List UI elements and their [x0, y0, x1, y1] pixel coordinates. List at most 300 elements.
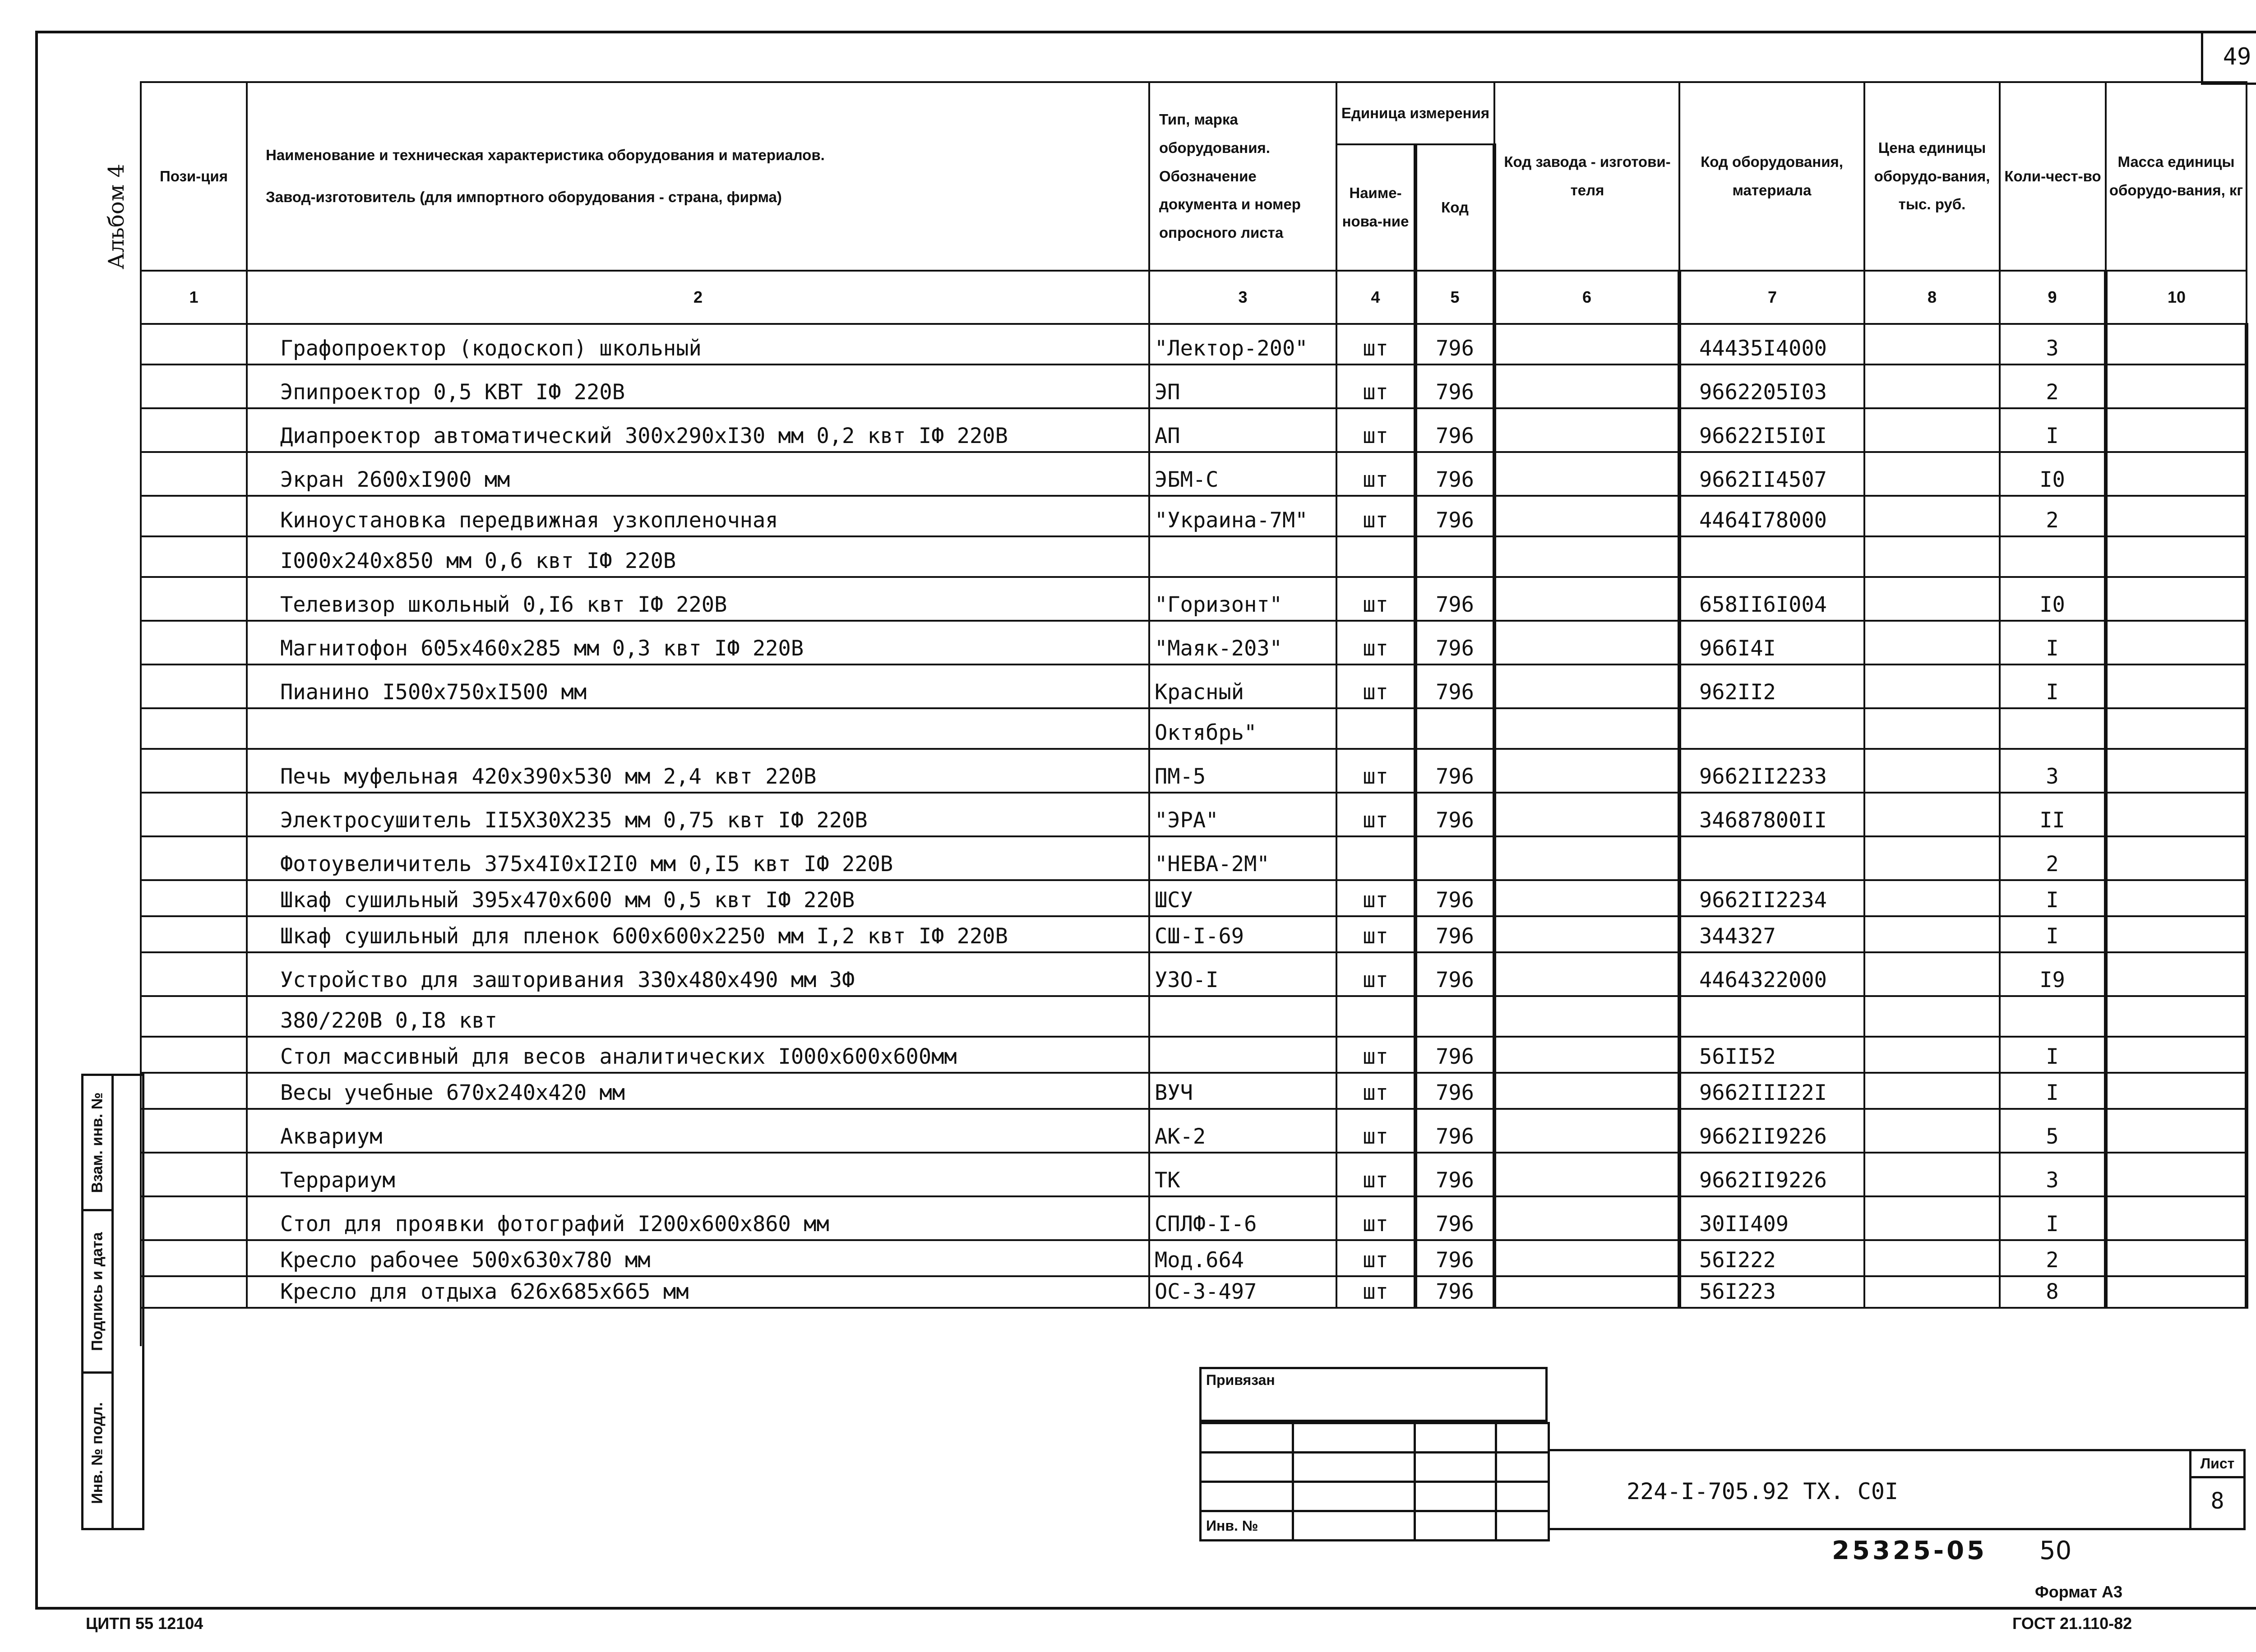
table-row	[141, 952, 2247, 996]
cell-price	[1864, 664, 2000, 708]
table-row	[141, 836, 2247, 880]
cell-quantity	[2000, 996, 2106, 1037]
cell-quantity	[2000, 536, 2106, 577]
cell-position	[141, 577, 247, 621]
cell-type: АП	[1149, 408, 1336, 452]
cell-equipment-code: 56I223	[1679, 1276, 1864, 1308]
cell-quantity	[2000, 708, 2106, 749]
cell-type: "НЕВА-2М"	[1149, 836, 1336, 880]
cell-quantity: 3	[2000, 1153, 2106, 1196]
cell-price	[1864, 708, 2000, 749]
cell-unit-code: 796	[1415, 880, 1494, 916]
cell-position	[141, 1153, 247, 1196]
cell-name: Пианино I500х750хI500 мм	[247, 664, 1149, 708]
cell-name: Телевизор школьный 0,I6 квт IФ 220В	[247, 577, 1149, 621]
album-label	[103, 135, 130, 298]
cell-factory-code	[1494, 708, 1679, 749]
cell-equipment-code: 96622I5I0I	[1679, 408, 1864, 452]
cell-unit-code: 796	[1415, 1073, 1494, 1109]
cell-unit-code: 796	[1415, 1240, 1494, 1276]
cell-unit: шт	[1336, 408, 1415, 452]
binding-podpis-data	[83, 1211, 111, 1374]
cell-position	[141, 1276, 247, 1308]
cell-equipment-code: 966I4I	[1679, 621, 1864, 664]
cell-unit: шт	[1336, 1153, 1415, 1196]
cell-quantity: I	[2000, 664, 2106, 708]
inv-label: Инв. №	[1201, 1511, 1293, 1541]
cell-factory-code	[1494, 1276, 1679, 1308]
cell-price	[1864, 1240, 2000, 1276]
cell-position	[141, 452, 247, 496]
cell-equipment-code	[1679, 536, 1864, 577]
cell-name: Стол массивный для весов аналитических I000х600х600мм	[247, 1037, 1149, 1073]
binding-strip	[81, 1074, 144, 1530]
cell-price	[1864, 577, 2000, 621]
cell-type: ПМ-5	[1149, 749, 1336, 793]
cell-mass	[2106, 1073, 2247, 1109]
cell-name: Устройство для зашторивания 330х480х490 мм 3Ф	[247, 952, 1149, 996]
cell-factory-code	[1494, 880, 1679, 916]
cell-equipment-code: 9662II2234	[1679, 880, 1864, 916]
cell-unit: шт	[1336, 793, 1415, 836]
cell-type: "Лектор-200"	[1149, 324, 1336, 365]
binding-inv-podl-label: Инв. № подл.	[88, 1402, 106, 1504]
cell-unit: шт	[1336, 577, 1415, 621]
cell-factory-code	[1494, 836, 1679, 880]
cell-type: ЭБМ-С	[1149, 452, 1336, 496]
cell-quantity: 3	[2000, 749, 2106, 793]
cell-mass	[2106, 664, 2247, 708]
cell-type: СПЛФ-I-6	[1149, 1196, 1336, 1240]
cell-unit: шт	[1336, 1240, 1415, 1276]
cell-name: Террариум	[247, 1153, 1149, 1196]
cell-unit-code: 796	[1415, 365, 1494, 408]
cell-type	[1149, 1037, 1336, 1073]
table-row	[141, 749, 2247, 793]
header-factory-code: Код завода - изготови-теля	[1494, 82, 1679, 271]
cell-unit	[1336, 708, 1415, 749]
cell-price	[1864, 836, 2000, 880]
cell-quantity: I0	[2000, 452, 2106, 496]
cell-equipment-code: 9662II9226	[1679, 1153, 1864, 1196]
table-row	[141, 880, 2247, 916]
cell-type: Октябрь"	[1149, 708, 1336, 749]
cell-unit-code: 796	[1415, 1109, 1494, 1153]
cell-unit-code	[1415, 996, 1494, 1037]
cell-name: Графопроектор (кодоскоп) школьный	[247, 324, 1149, 365]
cell-unit: шт	[1336, 452, 1415, 496]
table-row	[141, 708, 2247, 749]
header-price: Цена единицы оборудо-вания, тыс. руб.	[1864, 82, 2000, 271]
cell-quantity: 2	[2000, 496, 2106, 536]
cell-mass	[2106, 952, 2247, 996]
cell-equipment-code	[1679, 996, 1864, 1037]
cell-type: "Маяк-203"	[1149, 621, 1336, 664]
cell-type: СШ-I-69	[1149, 916, 1336, 952]
cell-position	[141, 1196, 247, 1240]
cell-factory-code	[1494, 1196, 1679, 1240]
header-name	[247, 82, 1149, 271]
header-unit-name: Наиме-нова-ние	[1336, 144, 1415, 271]
cell-name	[247, 708, 1149, 749]
colnum: 1	[141, 271, 247, 324]
binding-vzam-inv-label: Взам. инв. №	[88, 1092, 106, 1193]
cell-unit-code: 796	[1415, 1276, 1494, 1308]
cell-price	[1864, 1037, 2000, 1073]
cell-factory-code	[1494, 996, 1679, 1037]
colnum: 8	[1864, 271, 2000, 324]
cell-position	[141, 365, 247, 408]
table-row	[141, 793, 2247, 836]
header-type: Тип, марка оборудования. Обозначение документа и номер опросного листа	[1149, 82, 1336, 271]
cell-equipment-code: 962II2	[1679, 664, 1864, 708]
cell-name: Эпипроектор 0,5 КВТ IФ 220В	[247, 365, 1149, 408]
cell-price	[1864, 1153, 2000, 1196]
binding-podpis-data-label: Подпись и дата	[88, 1232, 106, 1351]
header-name-line2: Завод-изготовитель (для импортного оборудования - страна, фирма)	[266, 189, 782, 205]
cell-name: Экран 2600хI900 мм	[247, 452, 1149, 496]
cell-price	[1864, 1276, 2000, 1308]
cell-equipment-code: 4464I78000	[1679, 496, 1864, 536]
cell-quantity: I	[2000, 916, 2106, 952]
table-row	[141, 365, 2247, 408]
cell-unit: шт	[1336, 496, 1415, 536]
cell-price	[1864, 996, 2000, 1037]
cell-unit: шт	[1336, 324, 1415, 365]
cell-equipment-code: 9662II2233	[1679, 749, 1864, 793]
cell-unit-code: 796	[1415, 952, 1494, 996]
cell-mass	[2106, 496, 2247, 536]
cell-quantity: I	[2000, 880, 2106, 916]
cell-unit: шт	[1336, 1037, 1415, 1073]
doc-code: 224-I-705.92 ТХ. С0I	[1627, 1478, 1899, 1504]
cell-position	[141, 621, 247, 664]
cell-quantity: 2	[2000, 365, 2106, 408]
cell-equipment-code: 9662II4507	[1679, 452, 1864, 496]
cell-price	[1864, 496, 2000, 536]
cell-price	[1864, 952, 2000, 996]
column-number-row	[141, 271, 2247, 324]
cell-quantity: 8	[2000, 1276, 2106, 1308]
privyazan-box	[1199, 1367, 1548, 1422]
cell-unit-code: 796	[1415, 324, 1494, 365]
cell-unit: шт	[1336, 1196, 1415, 1240]
album-label-text: Альбом 4	[104, 164, 129, 269]
cell-type: Мод.664	[1149, 1240, 1336, 1276]
cell-mass	[2106, 749, 2247, 793]
cell-quantity: I9	[2000, 952, 2106, 996]
table-row	[141, 1240, 2247, 1276]
cell-unit	[1336, 996, 1415, 1037]
cell-unit: шт	[1336, 749, 1415, 793]
cell-factory-code	[1494, 1037, 1679, 1073]
header-unit-code: Код	[1415, 144, 1494, 271]
cell-equipment-code: 30II409	[1679, 1196, 1864, 1240]
cell-factory-code	[1494, 496, 1679, 536]
cell-equipment-code: 56II52	[1679, 1037, 1864, 1073]
cell-unit-code: 796	[1415, 408, 1494, 452]
cell-position	[141, 1240, 247, 1276]
cell-quantity: 2	[2000, 1240, 2106, 1276]
cell-price	[1864, 916, 2000, 952]
header-mass: Масса единицы оборудо-вания, кг	[2106, 82, 2247, 271]
cell-mass	[2106, 793, 2247, 836]
cell-mass	[2106, 408, 2247, 452]
cell-price	[1864, 536, 2000, 577]
cell-unit	[1336, 836, 1415, 880]
cell-factory-code	[1494, 536, 1679, 577]
table-row	[141, 1276, 2247, 1308]
cell-equipment-code: 34687800II	[1679, 793, 1864, 836]
cell-unit: шт	[1336, 365, 1415, 408]
table-row	[141, 1073, 2247, 1109]
cell-name: Шкаф сушильный для пленок 600х600х2250 мм I,2 квт IФ 220В	[247, 916, 1149, 952]
cell-mass	[2106, 365, 2247, 408]
table-row	[141, 1109, 2247, 1153]
cell-mass	[2106, 1276, 2247, 1308]
cell-type: ОС-3-497	[1149, 1276, 1336, 1308]
cell-equipment-code: 9662II9226	[1679, 1109, 1864, 1153]
table-row	[141, 1153, 2247, 1196]
cell-name: Весы учебные 670х240х420 мм	[247, 1073, 1149, 1109]
binding-divider	[111, 1076, 114, 1528]
table-row	[141, 536, 2247, 577]
cell-price	[1864, 365, 2000, 408]
cell-factory-code	[1494, 408, 1679, 452]
cell-unit: шт	[1336, 664, 1415, 708]
cell-name: Аквариум	[247, 1109, 1149, 1153]
cell-name: 380/220В 0,I8 квт	[247, 996, 1149, 1037]
cell-name: Шкаф сушильный 395х470х600 мм 0,5 квт IФ 220В	[247, 880, 1149, 916]
cell-factory-code	[1494, 1109, 1679, 1153]
cell-position	[141, 952, 247, 996]
cell-quantity: II	[2000, 793, 2106, 836]
cell-mass	[2106, 536, 2247, 577]
cell-mass	[2106, 880, 2247, 916]
cell-price	[1864, 408, 2000, 452]
cell-name: Печь муфельная 420х390х530 мм 2,4 квт 220В	[247, 749, 1149, 793]
cell-unit-code: 796	[1415, 749, 1494, 793]
cell-type: "Горизонт"	[1149, 577, 1336, 621]
table-row	[141, 496, 2247, 536]
cell-quantity: I0	[2000, 577, 2106, 621]
table-row	[141, 1037, 2247, 1073]
cell-name: Магнитофон 605х460х285 мм 0,3 квт IФ 220В	[247, 621, 1149, 664]
cell-factory-code	[1494, 749, 1679, 793]
cell-factory-code	[1494, 452, 1679, 496]
cipt-label: ЦИТП 55 12104	[86, 1614, 203, 1633]
table-row	[141, 916, 2247, 952]
cell-factory-code	[1494, 577, 1679, 621]
header-position: Пози-ция	[141, 82, 247, 271]
cell-type: АК-2	[1149, 1109, 1336, 1153]
colnum: 5	[1415, 271, 1494, 324]
cell-price	[1864, 621, 2000, 664]
cell-unit-code	[1415, 708, 1494, 749]
cell-quantity: I	[2000, 1196, 2106, 1240]
cell-price	[1864, 1109, 2000, 1153]
sheet-number: 8	[2210, 1488, 2224, 1514]
cell-factory-code	[1494, 324, 1679, 365]
colnum: 10	[2106, 271, 2247, 324]
cell-price	[1864, 324, 2000, 365]
table-row	[141, 1196, 2247, 1240]
cell-type	[1149, 996, 1336, 1037]
cell-unit-code: 796	[1415, 452, 1494, 496]
cell-name: Диапроектор автоматический 300х290хI30 мм 0,2 квт IФ 220В	[247, 408, 1149, 452]
binding-vzam-inv	[83, 1076, 111, 1211]
cell-unit-code: 796	[1415, 793, 1494, 836]
table-row	[141, 324, 2247, 365]
colnum: 4	[1336, 271, 1415, 324]
cell-quantity: 3	[2000, 324, 2106, 365]
cell-equipment-code: 9662205I03	[1679, 365, 1864, 408]
privyazan-label: Привязан	[1206, 1372, 1275, 1388]
colnum: 9	[2000, 271, 2106, 324]
cell-position	[141, 836, 247, 880]
cell-factory-code	[1494, 1073, 1679, 1109]
cell-unit: шт	[1336, 880, 1415, 916]
colnum: 6	[1494, 271, 1679, 324]
cell-position	[141, 749, 247, 793]
cell-unit-code: 796	[1415, 1196, 1494, 1240]
cell-type: "Украина-7М"	[1149, 496, 1336, 536]
cell-equipment-code: 658II6I004	[1679, 577, 1864, 621]
cell-equipment-code: 9662III22I	[1679, 1073, 1864, 1109]
cell-unit-code: 796	[1415, 916, 1494, 952]
cell-unit: шт	[1336, 916, 1415, 952]
handwritten-50: 50	[2039, 1536, 2072, 1565]
table-row	[141, 621, 2247, 664]
cell-mass	[2106, 916, 2247, 952]
colnum: 2	[247, 271, 1149, 324]
cell-position	[141, 916, 247, 952]
cell-quantity: 2	[2000, 836, 2106, 880]
cell-factory-code	[1494, 793, 1679, 836]
header-row	[141, 82, 2247, 144]
cell-equipment-code: 344327	[1679, 916, 1864, 952]
cell-mass	[2106, 1240, 2247, 1276]
page-number: 49	[2201, 31, 2256, 85]
cell-name: Стол для проявки фотографий I200х600х860 мм	[247, 1196, 1149, 1240]
binding-inv-podl	[83, 1374, 111, 1532]
cell-equipment-code: 4464322000	[1679, 952, 1864, 996]
cell-unit-code: 796	[1415, 621, 1494, 664]
cell-unit: шт	[1336, 952, 1415, 996]
cell-name: Фотоувеличитель 375х4I0хI2I0 мм 0,I5 квт IФ 220В	[247, 836, 1149, 880]
cell-equipment-code: 44435I4000	[1679, 324, 1864, 365]
cell-position	[141, 1037, 247, 1073]
cell-position	[141, 708, 247, 749]
cell-position	[141, 880, 247, 916]
cell-mass	[2106, 577, 2247, 621]
cell-factory-code	[1494, 365, 1679, 408]
cell-unit: шт	[1336, 1073, 1415, 1109]
cell-unit-code: 796	[1415, 577, 1494, 621]
cell-type: Красный	[1149, 664, 1336, 708]
cell-position	[141, 324, 247, 365]
cell-unit: шт	[1336, 1109, 1415, 1153]
title-block	[1199, 1367, 2246, 1534]
cell-price	[1864, 1196, 2000, 1240]
cell-position	[141, 536, 247, 577]
cell-quantity: I	[2000, 621, 2106, 664]
cell-position	[141, 496, 247, 536]
cell-mass	[2106, 1109, 2247, 1153]
table-body	[141, 324, 2247, 1346]
cell-factory-code	[1494, 621, 1679, 664]
cell-mass	[2106, 1153, 2247, 1196]
cell-type: ЭП	[1149, 365, 1336, 408]
table-row	[141, 452, 2247, 496]
table-row	[141, 577, 2247, 621]
cell-factory-code	[1494, 664, 1679, 708]
cell-type	[1149, 536, 1336, 577]
cell-position	[141, 1109, 247, 1153]
cell-mass	[2106, 836, 2247, 880]
cell-mass	[2106, 1196, 2247, 1240]
cell-unit: шт	[1336, 621, 1415, 664]
cell-name: Кресло рабочее 500х630х780 мм	[247, 1240, 1149, 1276]
cell-mass	[2106, 1037, 2247, 1073]
format-label: Формат А3	[2035, 1583, 2123, 1601]
gost-label: ГОСТ 21.110-82	[2012, 1614, 2132, 1633]
cell-unit-code: 796	[1415, 664, 1494, 708]
doc-code-box	[1548, 1449, 2246, 1530]
cell-equipment-code: 56I222	[1679, 1240, 1864, 1276]
cell-mass	[2106, 324, 2247, 365]
cell-position	[141, 408, 247, 452]
table-row	[141, 664, 2247, 708]
cell-factory-code	[1494, 952, 1679, 996]
cell-unit-code: 796	[1415, 1153, 1494, 1196]
cell-factory-code	[1494, 1240, 1679, 1276]
cell-type: "ЭРА"	[1149, 793, 1336, 836]
cell-name: Электросушитель II5Х30Х235 мм 0,75 квт IФ 220В	[247, 793, 1149, 836]
table-filler-row	[141, 1308, 2247, 1346]
header-equipment-code: Код оборудования, материала	[1679, 82, 1864, 271]
colnum: 7	[1679, 271, 1864, 324]
cell-position	[141, 664, 247, 708]
cell-equipment-code	[1679, 708, 1864, 749]
cell-position	[141, 793, 247, 836]
cell-quantity: I	[2000, 1037, 2106, 1073]
cell-position	[141, 1073, 247, 1109]
sheet-label: Лист	[2191, 1451, 2243, 1478]
cell-mass	[2106, 996, 2247, 1037]
cell-position	[141, 996, 247, 1037]
colnum: 3	[1149, 271, 1336, 324]
cell-quantity: I	[2000, 1073, 2106, 1109]
cell-price	[1864, 793, 2000, 836]
cell-unit-code: 796	[1415, 1037, 1494, 1073]
cell-unit: шт	[1336, 1276, 1415, 1308]
sheet-box	[2189, 1451, 2243, 1530]
cell-name: I000х240х850 мм 0,6 квт IФ 220В	[247, 536, 1149, 577]
handwritten-number: 25325-05	[1832, 1536, 1987, 1565]
table-row	[141, 408, 2247, 452]
header-name-line1: Наименование и техническая характеристика оборудования и материалов.	[266, 147, 825, 164]
header-unit: Единица измерения	[1336, 82, 1494, 144]
cell-mass	[2106, 621, 2247, 664]
cell-mass	[2106, 452, 2247, 496]
cell-name: Киноустановка передвижная узкопленочная	[247, 496, 1149, 536]
cell-factory-code	[1494, 916, 1679, 952]
cell-type: ТК	[1149, 1153, 1336, 1196]
cell-price	[1864, 1073, 2000, 1109]
cell-factory-code	[1494, 1153, 1679, 1196]
cell-type: ШСУ	[1149, 880, 1336, 916]
